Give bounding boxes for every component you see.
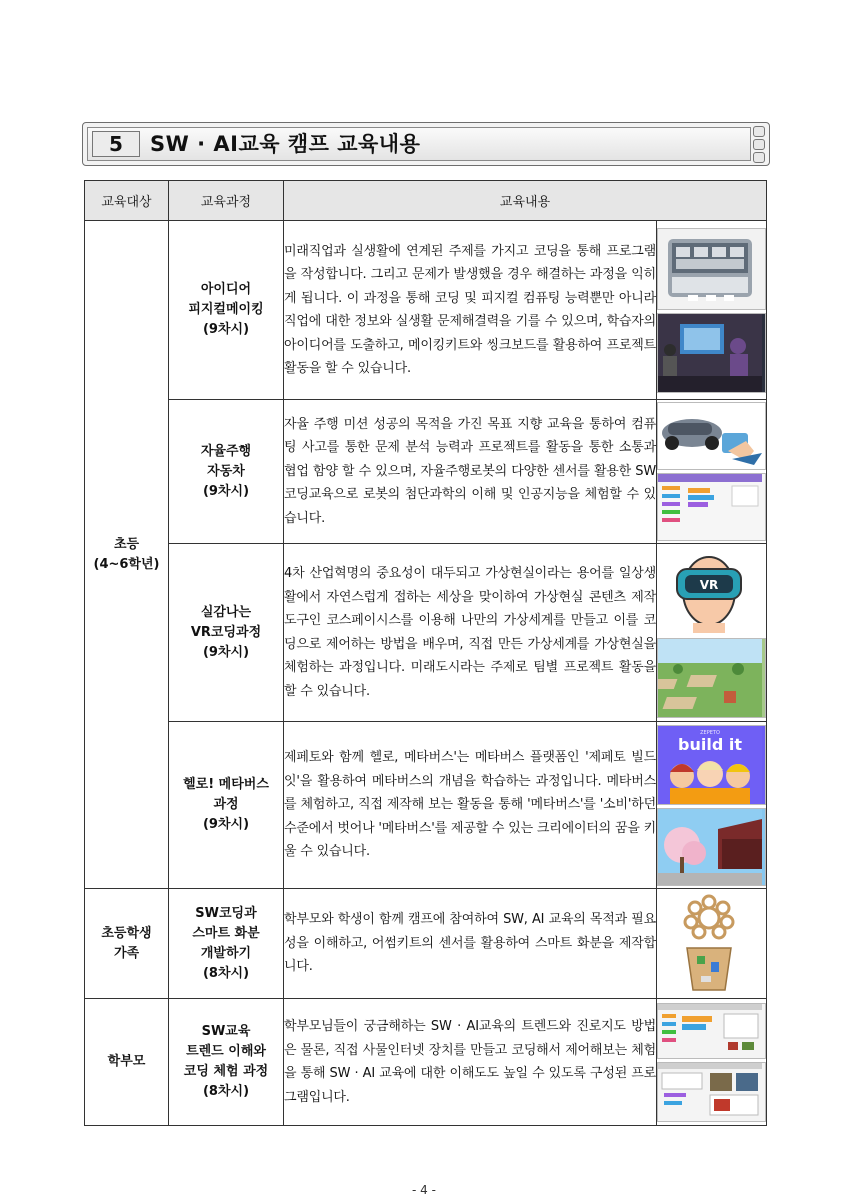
classroom-image xyxy=(657,313,766,393)
image-cell xyxy=(657,221,767,400)
vr-headset-image xyxy=(657,547,766,635)
table-row xyxy=(85,999,767,1126)
content-cell: 학부모와 학생이 함께 캠프에 참여하여 SW, AI 교육의 목적과 필요성을 이해하고, 어썸키트의 센서를 활용하여 스마트 화분을 제작합니다. xyxy=(284,889,657,999)
section-title: SW · AI교육 캠프 교육내용 xyxy=(150,132,421,156)
title-tabs xyxy=(753,126,765,165)
course-cell: 자율주행 자동차 (9차시) xyxy=(169,400,284,544)
target-cell: 학부모 xyxy=(85,999,169,1126)
metaverse-scene-image xyxy=(657,808,766,886)
table-row xyxy=(85,544,767,722)
course-cell: 실감나는 VR코딩과정 (9차시) xyxy=(169,544,284,722)
table-row xyxy=(85,722,767,889)
image-cell xyxy=(657,400,767,544)
table-row xyxy=(85,400,767,544)
coding-screen-image xyxy=(657,473,766,541)
image-cell xyxy=(657,889,767,999)
vr-label: VR xyxy=(699,578,719,592)
content-cell: 학부모님들이 궁금해하는 SW · AI교육의 트렌드와 진로지도 방법은 물론, 직접 사물인터넷 장치를 만들고 코딩해서 제어해보는 체험을 통해 SW · AI 교육에 대한 이해도도 높일 수 있도록 구성된 프로그램입니다. xyxy=(284,999,657,1126)
iot-project-screen-image xyxy=(657,1062,766,1122)
header-content: 교육내용 xyxy=(284,181,767,221)
section-number: 5 xyxy=(92,131,140,157)
table-row xyxy=(85,221,767,400)
section-title-box xyxy=(82,122,770,166)
zepeto-label: ZEPETO xyxy=(700,729,720,736)
course-cell: 아이디어 피지컬메이킹 (9차시) xyxy=(169,221,284,400)
header-target: 교육대상 xyxy=(85,181,169,221)
target-cell: 초등학생 가족 xyxy=(85,889,169,999)
content-cell: 4차 산업혁명의 중요성이 대두되고 가상현실이라는 용어를 일상생활에서 자연스럽게 접하는 세상을 맞이하여 가상현실 콘텐츠 제작 도구인 코스페이시스를 이용해 나만의 가상세계를 만들고 이를 코딩으로 제어하는 방법을 배우며, 직접 만든 가상세계를 가상현실을 체험하는 과정입니다. 미래도시라는 주제로 팀별 프로젝트 활동을 할 수 있습니다. xyxy=(284,544,657,722)
course-cell: SW코딩과 스마트 화분 개발하기 (8차시) xyxy=(169,889,284,999)
image-cell xyxy=(657,722,767,889)
robot-car-image xyxy=(657,402,766,470)
zepeto-buildit-image xyxy=(657,725,766,805)
header-course: 교육과정 xyxy=(169,181,284,221)
content-cell: 제페토와 함께 헬로, 메타버스'는 메타버스 플랫폼인 '제페토 빌드잇'을 활용하여 메타버스의 개념을 학습하는 과정입니다. 메타버스를 체험하고, 직접 제작해 보는 활동을 통해 '메타버스'를 '소비'하던 수준에서 벗어나 '메타버스'를 제공할 수 있는 크리에이터의 꿈을 키울 수 있습니다. xyxy=(284,722,657,889)
curriculum-table xyxy=(84,180,767,1126)
table-row xyxy=(85,889,767,999)
section-title-bar xyxy=(87,127,751,161)
making-kit-image xyxy=(657,228,766,310)
image-cell xyxy=(657,999,767,1126)
course-cell: SW교육 트렌드 이해와 코딩 체험 과정 (8차시) xyxy=(169,999,284,1126)
table-header-row xyxy=(85,181,767,221)
content-cell: 미래직업과 실생활에 연계된 주제를 가지고 코딩을 통해 프로그램을 작성합니다. 그리고 문제가 발생했을 경우 해결하는 과정을 익히게 됩니다. 이 과정을 통해 코딩 및 피지컬 컴퓨팅 능력뿐만 아니라 직업에 대한 정보와 실생활 문제해결력을 기를 수 있으며, 학습자의 아이디어를 도출하고, 메이킹키트와 씽크보드를 활용하여 프로젝트 활동을 할 수 있습니다. xyxy=(284,221,657,400)
course-cell: 헬로! 메타버스 과정 (9차시) xyxy=(169,722,284,889)
iot-coding-screen-image xyxy=(657,1003,766,1059)
page-number: - 4 - xyxy=(412,1183,436,1197)
image-cell xyxy=(657,544,767,722)
content-cell: 자율 주행 미션 성공의 목적을 가진 목표 지향 교육을 통하여 컴퓨팅 사고를 통한 문제 분석 능력과 프로젝트를 활동을 통한 소통과 협업 함양 할 수 있으며, 자율주행로봇의 다양한 센서를 활용한 SW코딩교육으로 로봇의 첨단과학의 이해 및 인공지능을 체험할 수 있습니다. xyxy=(284,400,657,544)
virtual-city-image xyxy=(657,638,766,718)
buildit-label: build it xyxy=(678,734,742,754)
target-cell: 초등 (4~6학년) xyxy=(85,221,169,889)
smart-pot-image xyxy=(657,892,766,996)
